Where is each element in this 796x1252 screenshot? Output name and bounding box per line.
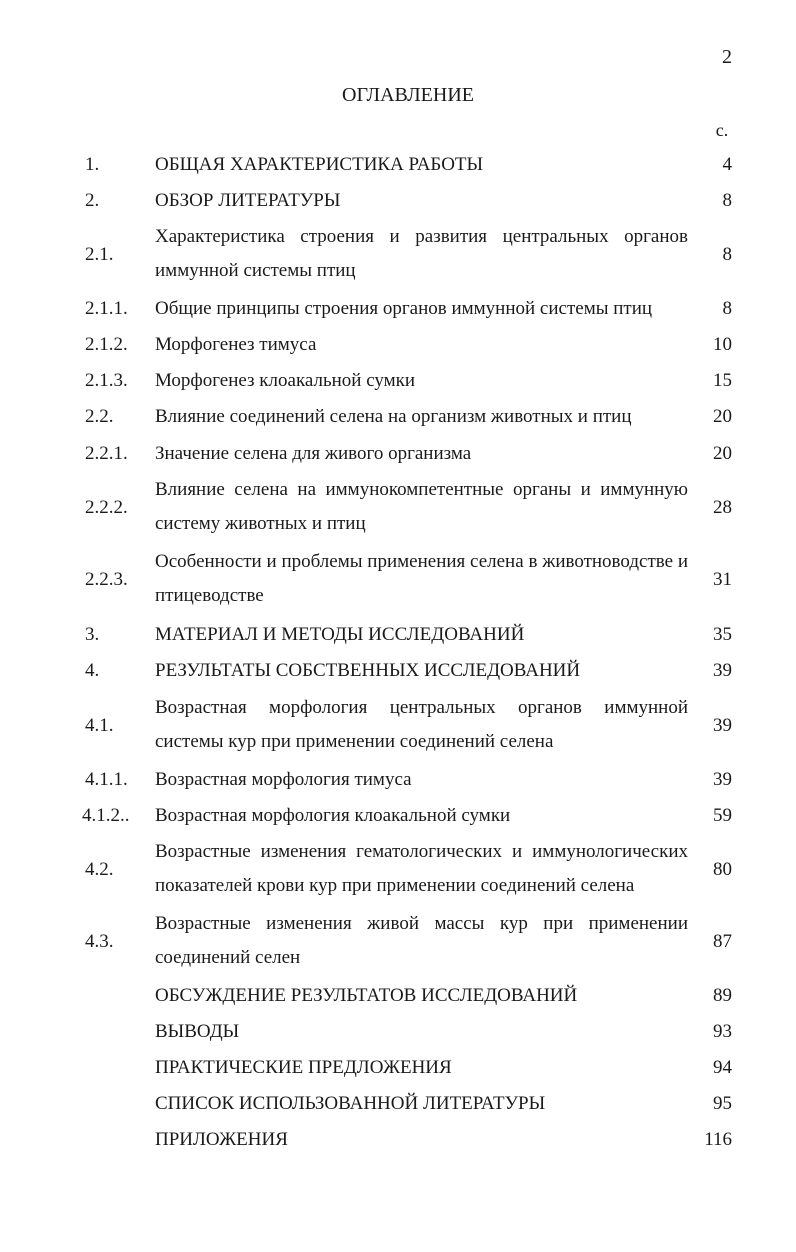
toc-entry-text: Характеристика строения и развития центральных органов иммунной системы птиц [155,226,688,281]
toc-entry-text: ПРИЛОЖЕНИЯ [155,1129,288,1150]
toc-entry-text: ПРАКТИЧЕСКИЕ ПРЕДЛОЖЕНИЯ [155,1057,452,1078]
toc-entry-text: Возрастная морфология центральных органов иммунной системы кур при применении соединений селена [155,697,688,752]
toc-entry-number: 1. [85,154,100,175]
toc-entry-page: 35 [713,624,732,645]
page-title: ОГЛАВЛЕНИЕ [342,84,474,106]
toc-entry-text: Влияние селена на иммунокомпетентные органы и иммунную систему животных и птиц [155,479,688,534]
page-column-label: с. [715,120,729,140]
toc-entry-page: 4 [722,154,732,175]
toc-entry-text: Морфогенез тимуса [155,334,317,355]
toc-entry-text: Возрастная морфология тимуса [155,769,412,790]
toc-entry-number: 4.1.2.. [82,805,130,826]
toc-entry-number: 4.2. [85,859,114,880]
toc-entry-number: 2.2. [85,406,114,427]
toc-entry-page: 94 [713,1057,732,1078]
toc-entry-page: 80 [713,859,732,880]
toc-entry-text: ОБЩАЯ ХАРАКТЕРИСТИКА РАБОТЫ [155,154,484,175]
toc-entry-text: Значение селена для живого организма [155,443,472,464]
toc-entry-page: 89 [713,985,732,1006]
toc-entry-page: 15 [713,370,732,391]
page-number: 2 [722,46,732,68]
toc-entry-page: 8 [722,190,732,211]
toc-entry-page: 93 [713,1021,732,1042]
toc-entry-text: Возрастная морфология клоакальной сумки [155,805,511,826]
toc-entry-page: 28 [713,497,732,518]
toc-entry-number: 2.1.1. [85,298,128,319]
toc-entry-number: 2.1.2. [85,334,128,355]
toc-entry-text: ОБЗОР ЛИТЕРАТУРЫ [155,190,341,211]
toc-entry-number: 3. [85,624,100,645]
toc-entry-text: Влияние соединений селена на организм животных и птиц [155,406,632,427]
toc-entry-number: 2. [85,190,100,211]
toc-entry-number: 4.3. [85,931,114,952]
toc-entry-number: 2.2.2. [85,497,128,518]
toc-entry-page: 31 [713,569,732,590]
toc-entry-text: РЕЗУЛЬТАТЫ СОБСТВЕННЫХ ИССЛЕДОВАНИЙ [155,660,581,681]
toc-entry-number: 2.2.1. [85,443,128,464]
toc-entry-page: 20 [713,406,732,427]
toc-entry-text: МАТЕРИАЛ И МЕТОДЫ ИССЛЕДОВАНИЙ [155,624,525,645]
toc-entry-text: Возрастные изменения живой массы кур при применении соединений селен [155,913,688,968]
toc-entry-page: 59 [713,805,732,826]
toc-entry-page: 39 [713,660,732,681]
toc-entry-text: СПИСОК ИСПОЛЬЗОВАННОЙ ЛИТЕРАТУРЫ [155,1093,546,1114]
toc-entry-page: 8 [722,298,732,319]
toc-entry-number: 4. [85,660,100,681]
toc-entry-text: Общие принципы строения органов иммунной системы птиц [155,298,653,319]
toc-entry-page: 8 [722,244,732,265]
toc-entry-page: 39 [713,715,732,736]
toc-entry-text: Морфогенез клоакальной сумки [155,370,416,391]
toc-entry-page: 95 [713,1093,732,1114]
toc-entry-page: 20 [713,443,732,464]
toc-entry-page: 10 [713,334,732,355]
toc-entry-text: ВЫВОДЫ [155,1021,240,1042]
toc-entry-number: 2.1.3. [85,370,128,391]
toc-entry-number: 2.2.3. [85,569,128,590]
toc-entry-page: 116 [704,1129,732,1150]
toc-entry-page: 87 [713,931,732,952]
toc-entry-text: Особенности и проблемы применения селена в животноводстве и птицеводстве [155,551,688,606]
toc-entry-page: 39 [713,769,732,790]
toc-entry-number: 2.1. [85,244,114,265]
toc-entry-number: 4.1. [85,715,114,736]
toc-entry-number: 4.1.1. [85,769,128,790]
toc-entry-text: Возрастные изменения гематологических и иммунологических показателей крови кур при применении соединений селена [155,841,688,896]
toc-entry-text: ОБСУЖДЕНИЕ РЕЗУЛЬТАТОВ ИССЛЕДОВАНИЙ [155,985,578,1006]
